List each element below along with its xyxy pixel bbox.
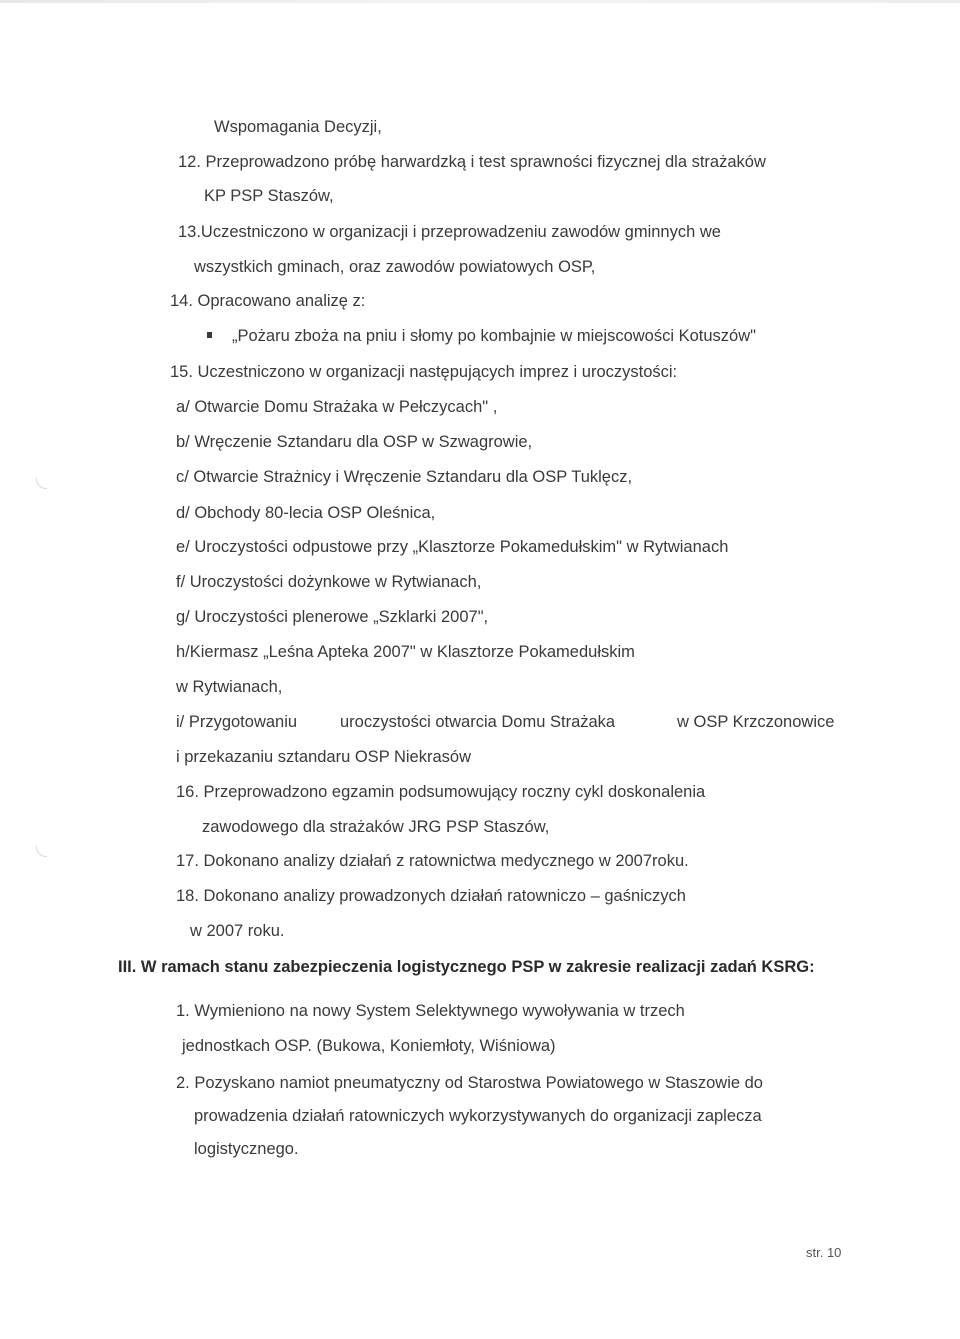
text-line: b/ Wręczenie Sztandaru dla OSP w Szwagrowie, xyxy=(176,433,533,451)
text-line: i/ Przygotowaniu xyxy=(176,713,298,731)
scan-edge xyxy=(0,0,960,3)
text-line: uroczystości otwarcia Domu Strażaka xyxy=(340,713,616,731)
list-item: 2. Pozyskano namiot pneumatyczny od Starostwa Powiatowego w Staszowie do xyxy=(176,1074,763,1092)
list-item: 18. Dokonano analizy prowadzonych działań ratowniczo – gaśniczych xyxy=(176,887,686,905)
list-item: 14. Opracowano analizę z: xyxy=(170,292,366,310)
text-line: zawodowego dla strażaków JRG PSP Staszów, xyxy=(202,818,550,836)
text-line: i przekazaniu sztandaru OSP Niekrasów xyxy=(176,748,472,766)
margin-mark xyxy=(36,846,47,857)
list-item: 16. Przeprowadzono egzamin podsumowujący roczny cykl doskonalenia xyxy=(176,783,706,801)
list-item: 12. Przeprowadzono próbę harwardzką i test sprawności fizycznej dla strażaków xyxy=(178,153,766,171)
text-line: logistycznego. xyxy=(194,1140,299,1158)
page-number: str. 10 xyxy=(806,1245,842,1260)
text-line: d/ Obchody 80-lecia OSP Oleśnica, xyxy=(176,504,436,522)
list-item: 17. Dokonano analizy działań z ratownictwa medycznego w 2007roku. xyxy=(176,852,689,870)
text-line: a/ Otwarcie Domu Strażaka w Pełczycach" , xyxy=(176,398,498,416)
list-item: 1. Wymieniono na nowy System Selektywnego wywoływania w trzech xyxy=(176,1002,685,1020)
text-line: prowadzenia działań ratowniczych wykorzystywanych do organizacji zaplecza xyxy=(194,1107,762,1125)
text-line: h/Kiermasz „Leśna Apteka 2007" w Klasztorze Pokamedułskim xyxy=(176,643,635,661)
text-line: g/ Uroczystości plenerowe „Szklarki 2007", xyxy=(176,608,489,626)
text-line: w Rytwianach, xyxy=(176,678,283,696)
text-line: w OSP Krzczonowice xyxy=(677,713,835,731)
margin-mark xyxy=(36,478,47,489)
text-line: wszystkich gminach, oraz zawodów powiatowych OSP, xyxy=(194,258,596,276)
list-item: 13.Uczestniczono w organizacji i przeprowadzeniu zawodów gminnych we xyxy=(178,223,721,241)
text-line: jednostkach OSP. (Bukowa, Koniemłoty, Wiśniowa) xyxy=(182,1037,556,1055)
list-item: 15. Uczestniczono w organizacji następujących imprez i uroczystości: xyxy=(170,363,678,381)
text-line: „Pożaru zboża na pniu i słomy po kombajnie w miejscowości Kotuszów" xyxy=(232,327,757,345)
text-line: Wspomagania Decyzji, xyxy=(214,118,382,136)
section-heading: III. W ramach stanu zabezpieczenia logistycznego PSP w zakresie realizacji zadań KSRG: xyxy=(118,958,815,976)
text-line: c/ Otwarcie Strażnicy i Wręczenie Sztandaru dla OSP Tuklęcz, xyxy=(176,468,633,486)
text-line: f/ Uroczystości dożynkowe w Rytwianach, xyxy=(176,573,482,591)
text-line: e/ Uroczystości odpustowe przy „Klasztorze Pokamedułskim" w Rytwianach xyxy=(176,538,729,556)
text-line: w 2007 roku. xyxy=(190,922,285,940)
text-line: KP PSP Staszów, xyxy=(204,187,334,205)
bullet-icon xyxy=(207,332,212,338)
